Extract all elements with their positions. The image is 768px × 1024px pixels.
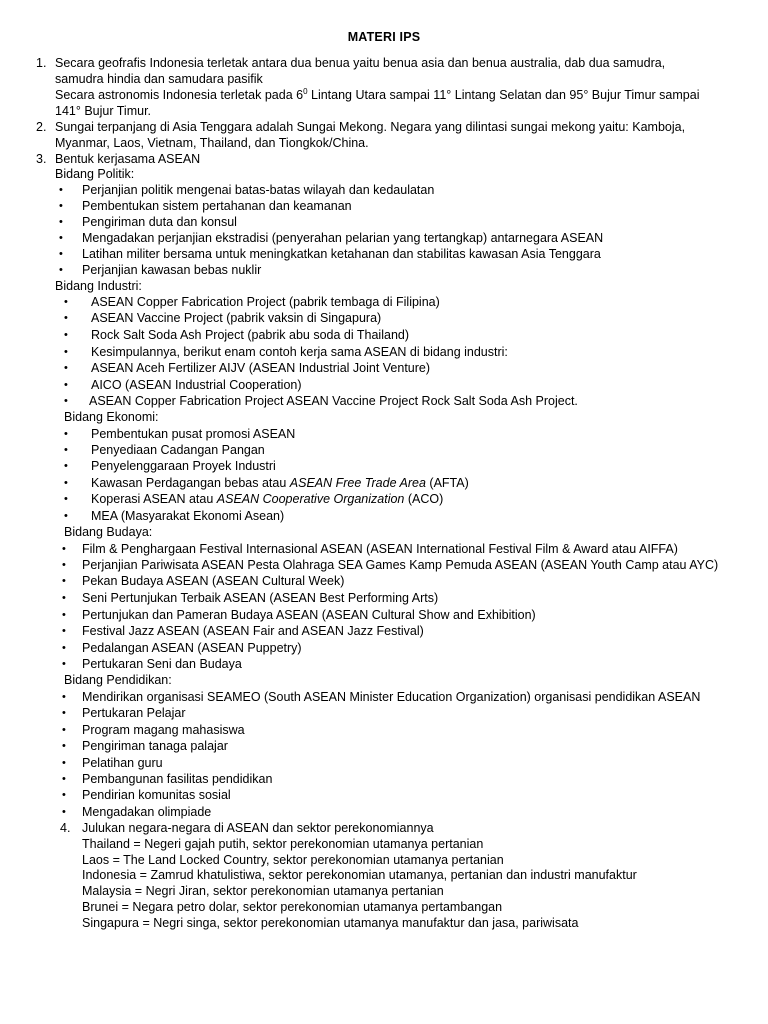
- bullet-icon: •: [64, 395, 68, 407]
- bullet-icon: •: [62, 707, 66, 719]
- list-item: ASEAN Aceh Fertilizer AIJV (ASEAN Industrial Joint Venture): [91, 361, 431, 375]
- paragraph-line: Thailand = Negeri gajah putih, sektor perekonomian utamanya pertanian: [82, 837, 484, 851]
- list-item: Perjanjian politik mengenai batas-batas wilayah dan kedaulatan: [82, 183, 435, 197]
- text-run: (ACO): [404, 492, 444, 506]
- subsection-label: Bidang Politik:: [55, 167, 135, 181]
- bullet-icon: •: [64, 329, 68, 341]
- bullet-icon: •: [62, 592, 66, 604]
- bullet-icon: •: [62, 559, 66, 571]
- list-number: 2.: [36, 120, 47, 134]
- list-item: Pengiriman tanaga palajar: [82, 739, 228, 753]
- list-item: MEA (Masyarakat Ekonomi Asean): [91, 509, 285, 523]
- bullet-icon: •: [62, 724, 66, 736]
- bullet-icon: •: [64, 346, 68, 358]
- paragraph-line: Myanmar, Laos, Vietnam, Thailand, dan Tiongkok/China.: [55, 136, 369, 150]
- bullet-icon: •: [59, 232, 63, 244]
- section-heading: Bentuk kerjasama ASEAN: [55, 152, 201, 166]
- list-item: Mengadakan olimpiade: [82, 805, 212, 819]
- bullet-icon: •: [59, 216, 63, 228]
- list-item: Seni Pertunjukan Terbaik ASEAN (ASEAN Best Performing Arts): [82, 591, 439, 605]
- paragraph-line: Indonesia = Zamrud khatulistiwa, sektor perekonomian utamanya, pertanian dan industri manufaktur: [82, 868, 637, 882]
- paragraph-line: Singapura = Negri singa, sektor perekonomian utamanya manufaktur dan jasa, pariwisata: [82, 916, 579, 930]
- list-number: 1.: [36, 56, 47, 70]
- bullet-icon: •: [62, 575, 66, 587]
- italic-term: ASEAN Cooperative Organization: [216, 492, 405, 506]
- list-item: Perjanjian kawasan bebas nuklir: [82, 263, 262, 277]
- paragraph-line: Laos = The Land Locked Country, sektor perekonomian utamanya pertanian: [82, 853, 504, 867]
- paragraph-line: [55, 87, 699, 103]
- bullet-icon: •: [64, 444, 68, 456]
- list-item: [91, 475, 469, 491]
- list-item: Latihan militer bersama untuk meningkatkan ketahanan dan stabilitas kawasan Asia Tenggara: [82, 247, 601, 261]
- list-item: Pertukaran Pelajar: [82, 706, 186, 720]
- bullet-icon: •: [64, 312, 68, 324]
- bullet-icon: •: [62, 806, 66, 818]
- paragraph-line: 141° Bujur Timur.: [55, 104, 152, 118]
- text-run: Secara astronomis Indonesia terletak pada 6: [55, 88, 304, 102]
- bullet-icon: •: [59, 184, 63, 196]
- bullet-icon: •: [64, 510, 68, 522]
- list-item: Program magang mahasiswa: [82, 723, 245, 737]
- subsection-label: Bidang Industri:: [55, 279, 142, 293]
- list-item: Pelatihan guru: [82, 756, 163, 770]
- bullet-icon: •: [64, 296, 68, 308]
- list-item: Film & Penghargaan Festival Internasional ASEAN (ASEAN International Festival Film & Award atau AIFFA): [82, 542, 678, 556]
- list-item: Festival Jazz ASEAN (ASEAN Fair and ASEAN Jazz Festival): [82, 624, 424, 638]
- bullet-icon: •: [64, 477, 68, 489]
- bullet-icon: •: [62, 543, 66, 555]
- section-heading: Julukan negara-negara di ASEAN dan sektor perekonomiannya: [82, 821, 434, 835]
- list-item: Pengiriman duta dan konsul: [82, 215, 237, 229]
- bullet-icon: •: [62, 757, 66, 769]
- paragraph-line: samudra hindia dan samudara pasifik: [55, 72, 263, 86]
- bullet-icon: •: [64, 379, 68, 391]
- list-number: 3.: [36, 152, 47, 166]
- italic-term: ASEAN Free Trade Area: [289, 476, 426, 490]
- page-title: MATERI IPS: [347, 30, 421, 44]
- list-item: Mendirikan organisasi SEAMEO (South ASEAN Minister Education Organization) organisasi pendidikan ASEAN: [82, 690, 701, 704]
- superscript: 0: [303, 86, 308, 96]
- paragraph-line: Brunei = Negara petro dolar, sektor perekonomian utamanya pertambangan: [82, 900, 503, 914]
- list-item: Pekan Budaya ASEAN (ASEAN Cultural Week): [82, 574, 345, 588]
- text-run: (AFTA): [425, 476, 469, 490]
- subsection-label: Bidang Ekonomi:: [64, 410, 159, 424]
- list-item: Pedalangan ASEAN (ASEAN Puppetry): [82, 641, 302, 655]
- text-run: Kawasan Perdagangan bebas atau: [91, 476, 290, 490]
- text-run: Lintang Utara sampai 11° Lintang Selatan dan 95° Bujur Timur sampai: [307, 88, 700, 102]
- list-item: Perjanjian Pariwisata ASEAN Pesta Olahraga SEA Games Kamp Pemuda ASEAN (ASEAN Youth Camp atau AYC): [82, 558, 719, 572]
- list-item: Penyelenggaraan Proyek Industri: [91, 459, 276, 473]
- list-item: Rock Salt Soda Ash Project (pabrik abu soda di Thailand): [91, 328, 410, 342]
- subsection-label: Bidang Budaya:: [64, 525, 153, 539]
- bullet-icon: •: [59, 264, 63, 276]
- subsection-label: Bidang Pendidikan:: [64, 673, 172, 687]
- list-item: Mengadakan perjanjian ekstradisi (penyerahan pelarian yang tertangkap) antarnegara ASEAN: [82, 231, 604, 245]
- bullet-icon: •: [62, 609, 66, 621]
- bullet-icon: •: [62, 691, 66, 703]
- bullet-icon: •: [59, 248, 63, 260]
- bullet-icon: •: [62, 773, 66, 785]
- list-item: Pendirian komunitas sosial: [82, 788, 231, 802]
- bullet-icon: •: [62, 789, 66, 801]
- bullet-icon: •: [62, 642, 66, 654]
- list-item: AICO (ASEAN Industrial Cooperation): [91, 378, 302, 392]
- bullet-icon: •: [62, 740, 66, 752]
- list-item: Pembentukan pusat promosi ASEAN: [91, 427, 296, 441]
- list-item: Pembangunan fasilitas pendidikan: [82, 772, 273, 786]
- list-item: ASEAN Vaccine Project (pabrik vaksin di Singapura): [91, 311, 382, 325]
- list-item: ASEAN Copper Fabrication Project ASEAN Vaccine Project Rock Salt Soda Ash Project.: [89, 394, 578, 408]
- list-item: Pertunjukan dan Pameran Budaya ASEAN (ASEAN Cultural Show and Exhibition): [82, 608, 536, 622]
- list-item: Pembentukan sistem pertahanan dan keamanan: [82, 199, 352, 213]
- list-number: 4.: [60, 821, 71, 835]
- list-item: ASEAN Copper Fabrication Project (pabrik tembaga di Filipina): [91, 295, 440, 309]
- list-item: Kesimpulannya, berikut enam contoh kerja sama ASEAN di bidang industri:: [91, 345, 508, 359]
- bullet-icon: •: [62, 625, 66, 637]
- bullet-icon: •: [64, 362, 68, 374]
- bullet-icon: •: [64, 460, 68, 472]
- text-run: Koperasi ASEAN atau: [91, 492, 217, 506]
- list-item: Penyediaan Cadangan Pangan: [91, 443, 265, 457]
- bullet-icon: •: [64, 493, 68, 505]
- bullet-icon: •: [62, 658, 66, 670]
- list-item: Pertukaran Seni dan Budaya: [82, 657, 242, 671]
- list-item: [91, 491, 443, 507]
- bullet-icon: •: [64, 428, 68, 440]
- paragraph-line: Secara geofrafis Indonesia terletak antara dua benua yaitu benua asia dan benua australia, dab dua samudra,: [55, 56, 666, 70]
- paragraph-line: Malaysia = Negri Jiran, sektor perekonomian utamanya pertanian: [82, 884, 444, 898]
- paragraph-line: Sungai terpanjang di Asia Tenggara adalah Sungai Mekong. Negara yang dilintasi sungai mekong yaitu: Kamboja,: [55, 120, 686, 134]
- bullet-icon: •: [59, 200, 63, 212]
